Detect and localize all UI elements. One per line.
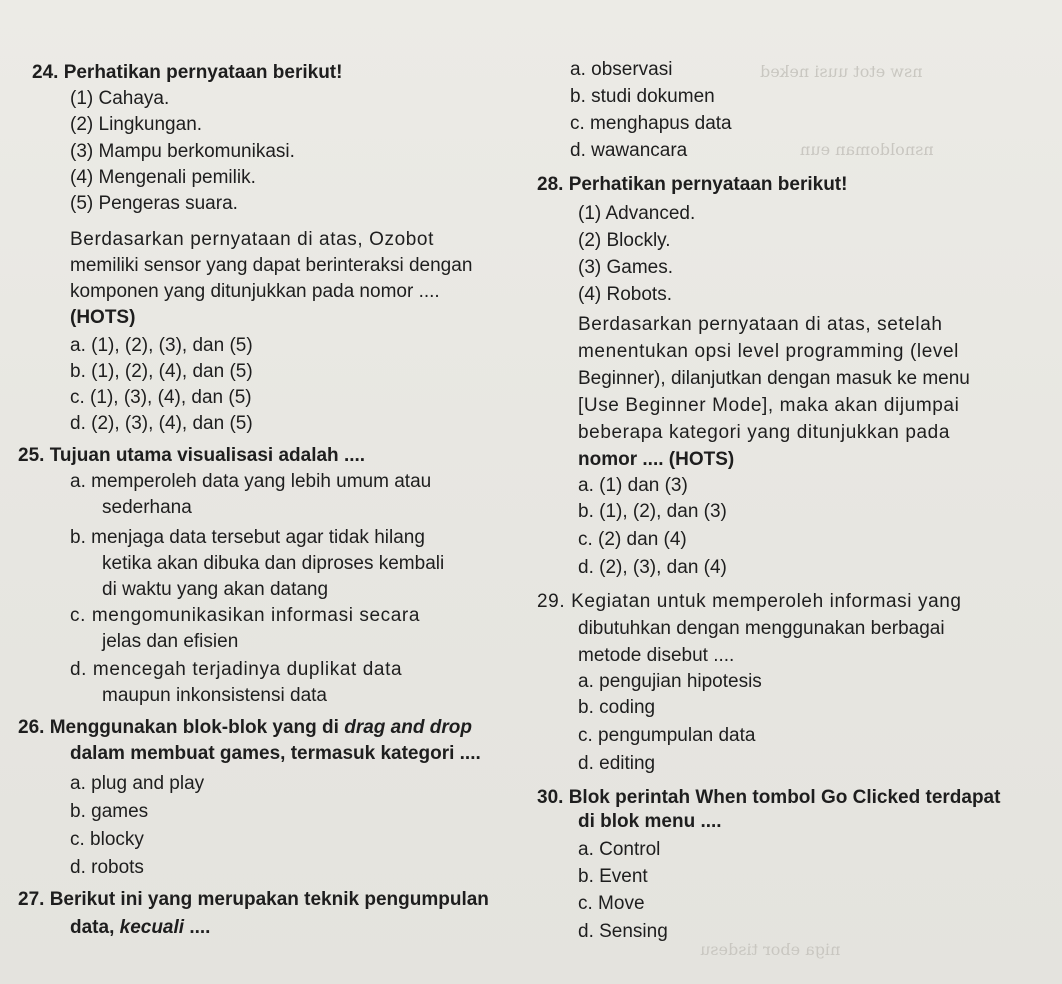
q24-stem-3: komponen yang ditunjukkan pada nomor .... xyxy=(70,281,440,302)
q24-item-2: (2) Lingkungan. xyxy=(70,114,203,135)
q29-option-c: c. pengumpulan data xyxy=(578,725,756,746)
q24-item-1: (1) Cahaya. xyxy=(70,88,170,109)
q29-option-d: d. editing xyxy=(578,753,656,774)
q28-item-3: (3) Games. xyxy=(578,257,674,278)
q28-item-4: (4) Robots. xyxy=(578,284,672,305)
q30-option-b: b. Event xyxy=(578,866,648,887)
q24-stem-1: Berdasarkan pernyataan di atas, Ozobot xyxy=(70,229,434,250)
q29-option-b: b. coding xyxy=(578,697,656,718)
q25-option-b-2: ketika akan dibuka dan diproses kembali xyxy=(102,553,445,574)
q30-option-a: a. Control xyxy=(578,839,661,860)
q30-option-d: d. Sensing xyxy=(578,921,668,942)
q30-title-line2: di blok menu .... xyxy=(578,811,722,832)
q24-stem-4: (HOTS) xyxy=(70,307,136,328)
q24-stem-2: memiliki sensor yang dapat berinteraksi dengan xyxy=(70,255,473,276)
q26-title-emphasis: drag and drop xyxy=(344,717,472,738)
q26-option-a: a. plug and play xyxy=(70,773,205,794)
q28-item-2: (2) Blockly. xyxy=(578,230,671,251)
q25-title: 25. Tujuan utama visualisasi adalah .... xyxy=(18,445,366,466)
q28-option-a: a. (1) dan (3) xyxy=(578,475,688,496)
q27-option-d: d. wawancara xyxy=(570,140,688,161)
q28-title: 28. Perhatikan pernyataan berikut! xyxy=(537,174,848,195)
q27-option-b: b. studi dokumen xyxy=(570,86,715,107)
q25-option-d-2: maupun inkonsistensi data xyxy=(102,685,327,706)
q26-title xyxy=(18,716,472,740)
q26-title-text: 26. Menggunakan blok-blok yang di xyxy=(18,717,345,738)
q24-item-5: (5) Pengeras suara. xyxy=(70,193,238,214)
q25-option-b-3: di waktu yang akan datang xyxy=(102,579,329,600)
q28-stem-3: Beginner), dilanjutkan dengan masuk ke menu xyxy=(578,368,970,389)
bleed-through: nsw etot uusi neked xyxy=(760,62,923,81)
q30-option-c: c. Move xyxy=(578,893,645,914)
q28-option-c: c. (2) dan (4) xyxy=(578,529,687,550)
q28-stem-6: nomor .... (HOTS) xyxy=(578,449,735,470)
q28-stem-4: [Use Beginner Mode], maka akan dijumpai xyxy=(578,395,960,416)
q25-option-a-2: sederhana xyxy=(102,497,192,518)
q28-option-d: d. (2), (3), dan (4) xyxy=(578,557,727,578)
q27-title-line2 xyxy=(70,916,210,940)
q25-option-d-1: d. mencegah terjadinya duplikat data xyxy=(70,659,403,680)
q29-option-a: a. pengujian hipotesis xyxy=(578,671,762,692)
q26-option-d: d. robots xyxy=(70,857,144,878)
q29-line-3: metode disebut .... xyxy=(578,645,735,666)
q25-option-c-1: c. mengomunikasikan informasi secara xyxy=(70,605,421,626)
bleed-through: nsnoldoman eun xyxy=(800,140,934,159)
q24-option-d: d. (2), (3), (4), dan (5) xyxy=(70,413,253,434)
q30-title: 30. Blok perintah When tombol Go Clicked terdapat xyxy=(537,787,1001,808)
q25-option-a-1: a. memperoleh data yang lebih umum atau xyxy=(70,471,432,492)
q26-title-line2: dalam membuat games, termasuk kategori .... xyxy=(70,743,481,764)
q24-title: 24. Perhatikan pernyataan berikut! xyxy=(32,62,343,83)
q27-option-a: a. observasi xyxy=(570,59,673,80)
q27-line2-emphasis: kecuali xyxy=(119,917,185,938)
q27-option-c: c. menghapus data xyxy=(570,113,732,134)
q24-item-3: (3) Mampu berkomunikasi. xyxy=(70,141,295,162)
q24-option-a: a. (1), (2), (3), dan (5) xyxy=(70,335,253,356)
q28-item-1: (1) Advanced. xyxy=(578,203,696,224)
bleed-through: niga ebor tisdesu xyxy=(700,940,841,959)
q24-option-c: c. (1), (3), (4), dan (5) xyxy=(70,387,252,408)
q24-item-4: (4) Mengenali pemilik. xyxy=(70,167,256,188)
q28-stem-1: Berdasarkan pernyataan di atas, setelah xyxy=(578,314,943,335)
q26-option-c: c. blocky xyxy=(70,829,144,850)
q24-option-b: b. (1), (2), (4), dan (5) xyxy=(70,361,253,382)
q25-option-c-2: jelas dan efisien xyxy=(102,631,239,652)
q25-option-b-1: b. menjaga data tersebut agar tidak hilang xyxy=(70,527,425,548)
q28-stem-5: beberapa kategori yang ditunjukkan pada xyxy=(578,422,950,443)
q27-line2-text: data, xyxy=(70,917,120,938)
q27-line2-dots: .... xyxy=(184,917,211,938)
q26-option-b: b. games xyxy=(70,801,149,822)
q29-title: 29. Kegiatan untuk memperoleh informasi yang xyxy=(537,591,962,612)
q29-line-2: dibutuhkan dengan menggunakan berbagai xyxy=(578,618,945,639)
q28-stem-2: menentukan opsi level programming (level xyxy=(578,341,959,362)
q28-option-b: b. (1), (2), dan (3) xyxy=(578,501,727,522)
q27-title: 27. Berikut ini yang merupakan teknik pengumpulan xyxy=(18,889,489,910)
